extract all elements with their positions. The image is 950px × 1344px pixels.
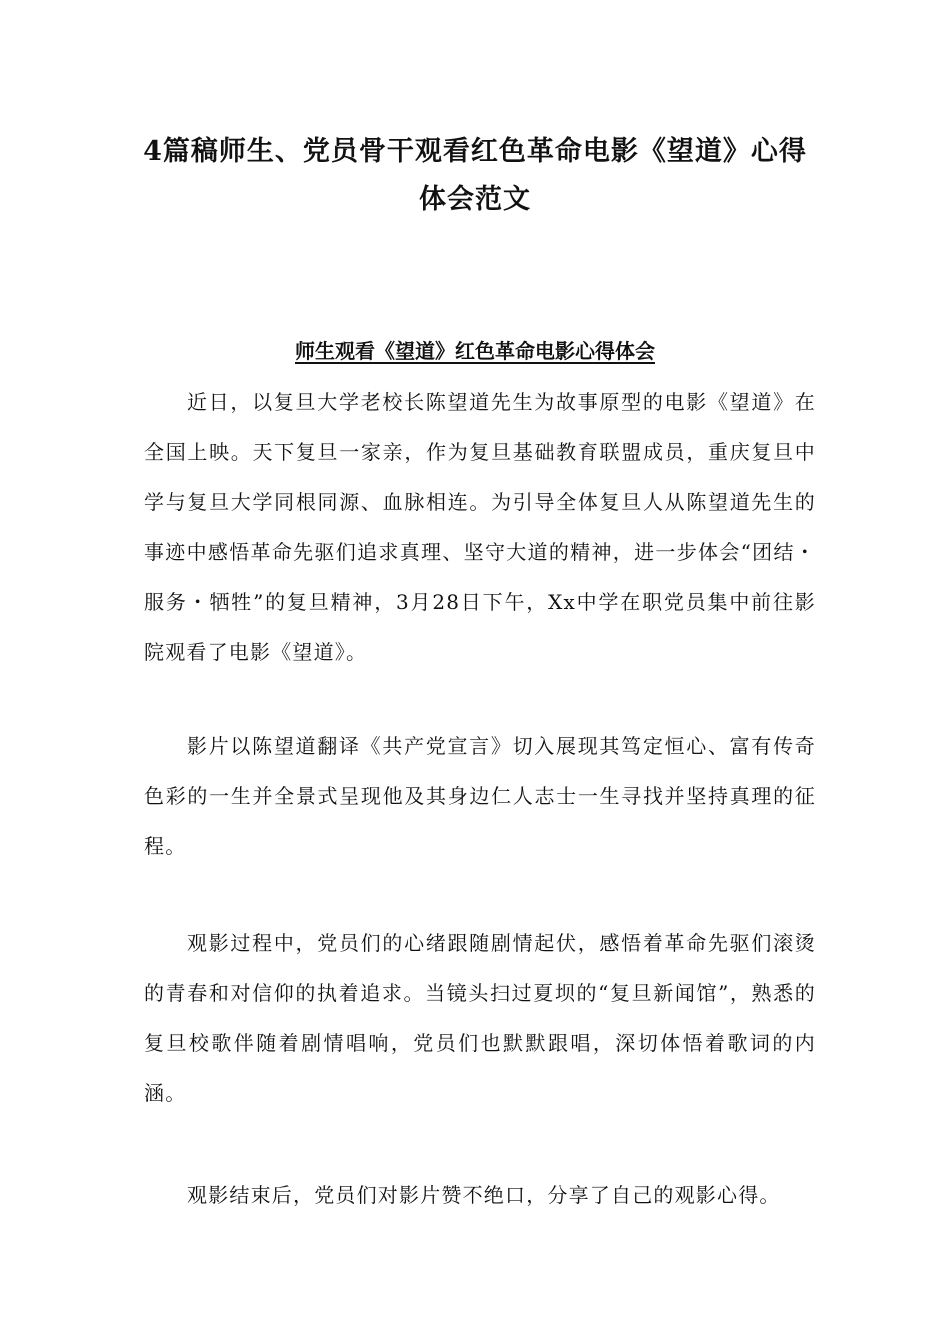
body-paragraph: 观影过程中，党员们的心绪跟随剧情起伏，感悟着革命先驱们滚烫的青春和对信仰的执着追求。当镜头扫过夏坝的“复旦新闻馆”，熟悉的复旦校歌伴随着剧情唱响，党员们也默默跟唱，深切体悟着歌词的内涵。: [144, 931, 816, 1105]
section-heading: 师生观看《望道》红色革命电影心得体会: [295, 339, 655, 363]
body-paragraph: 观影结束后，党员们对影片赞不绝口，分享了自己的观影心得。: [187, 1183, 781, 1207]
body-paragraph: 近日，以复旦大学老校长陈望道先生为故事原型的电影《望道》在全国上映。天下复旦一家亲，作为复旦基础教育联盟成员，重庆复旦中学与复旦大学同根同源、血脉相连。为引导全体复旦人从陈望道先生的事迹中感悟革命先驱们追求真理、坚守大道的精神，进一步体会“团结・服务・牺牲”的复旦精神，3月28日下午，Xx中学在职党员集中前往影院观看了电影《望道》。: [144, 390, 816, 664]
body-paragraph: 影片以陈望道翻译《共产党宣言》切入展现其笃定恒心、富有传奇色彩的一生并全景式呈现他及其身边仁人志士一生寻找并坚持真理的征程。: [144, 734, 816, 858]
document-title: 4篇稿师生、党员骨干观看红色革命电影《望道》心得体会范文: [143, 136, 807, 215]
